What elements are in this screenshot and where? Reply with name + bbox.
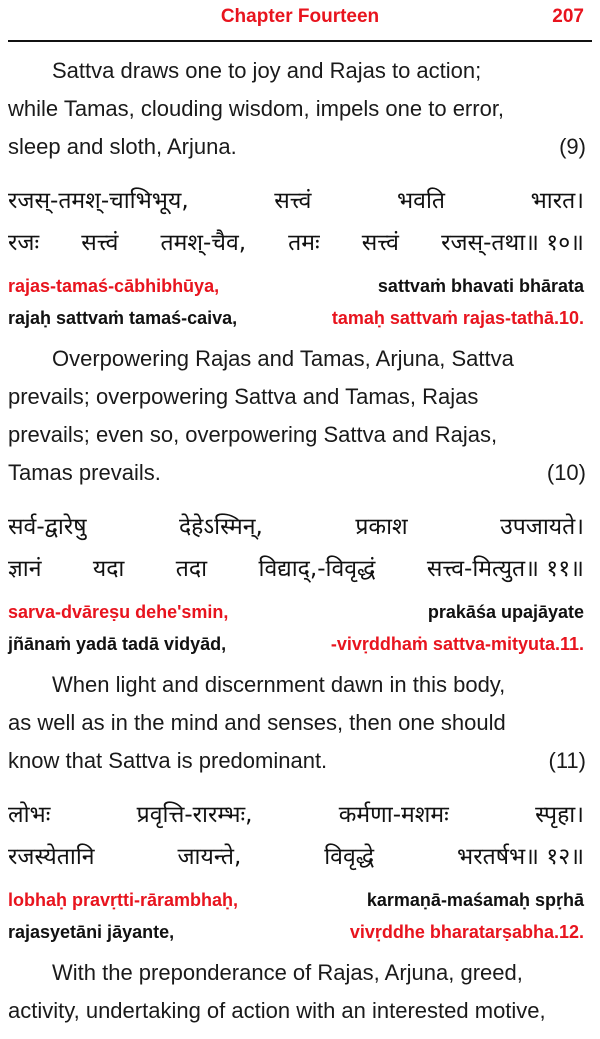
translit-line: rajaḥ sattvaṁ tamaś-caiva, tamaḥ sattvaṁ rajas-tathā.10. [8, 308, 584, 328]
translit-line: jñānaṁ yadā tadā vidyād, -vivṛddhaṁ sattva-mityuta.11. [8, 634, 584, 654]
prose-line: while Tamas, clouding wisdom, impels one to error, [8, 96, 505, 121]
verse-12-translation [0, 954, 600, 1030]
sanskrit-line: लोभः प्रवृत्ति-रारम्भः, कर्मणा-मशमः स्पृहा। [8, 802, 584, 828]
verse-12-transliteration [0, 884, 600, 948]
sanskrit-line: रजस्येतानि जायन्ते, विवृद्धे भरतर्षभ॥ १२॥ [8, 844, 584, 870]
prose-line: Overpowering Rajas and Tamas, Arjuna, Sattva [52, 346, 514, 371]
page-number: 207 [552, 6, 584, 27]
verse-number: (10) [546, 460, 586, 485]
prose-line: When light and discernment dawn in this body, [52, 672, 506, 697]
prose-line: prevails; even so, overpowering Sattva and Rajas, [8, 422, 498, 447]
verse-10-transliteration [0, 270, 600, 334]
prose-line: activity, undertaking of action with an interested motive, [8, 998, 546, 1023]
verse-11-transliteration [0, 596, 600, 660]
header-rule [8, 40, 592, 42]
page-content [0, 52, 600, 1030]
verse-number: (11) [548, 748, 586, 773]
sanskrit-line: रजः सत्त्वं तमश्-चैव, तमः सत्त्वं रजस्-तथा॥ १०॥ [8, 230, 584, 256]
prose-line: Sattva draws one to joy and Rajas to action; [52, 58, 482, 83]
verse-10-sanskrit [0, 180, 600, 264]
translit-line: rajasyetāni jāyante, vivṛddhe bharatarṣabha.12. [8, 922, 584, 942]
verse-number: (9) [559, 134, 586, 159]
translit-line: lobhaḥ pravṛtti-rārambhaḥ, karmaṇā-maśamaḥ spṛhā [8, 890, 584, 910]
prose-line: as well as in the mind and senses, then one should [8, 710, 506, 735]
prose-line: Tamas prevails. (10) [8, 454, 586, 492]
translit-line: sarva-dvāreṣu dehe'smin, prakāśa upajāyate [8, 602, 584, 622]
verse-12-sanskrit [0, 794, 600, 878]
prose-line: prevails; overpowering Sattva and Tamas, Rajas [8, 384, 479, 409]
translit-line: rajas-tamaś-cābhibhūya, sattvaṁ bhavati bhārata [8, 276, 584, 296]
prose-line: sleep and sloth, Arjuna. (9) [8, 128, 586, 166]
sanskrit-line: ज्ञानं यदा तदा विद्याद्,-विवृद्धं सत्त्व-मित्युत॥ ११॥ [8, 556, 584, 582]
sanskrit-line: रजस्-तमश्-चाभिभूय, सत्त्वं भवति भारत। [8, 188, 584, 214]
prose-line: With the preponderance of Rajas, Arjuna, greed, [52, 960, 523, 985]
prose-line: know that Sattva is predominant. (11) [8, 742, 586, 780]
chapter-title: Chapter Fourteen [220, 6, 380, 27]
verse-10-translation [0, 340, 600, 492]
verse-11-sanskrit [0, 506, 600, 590]
verse-11-translation [0, 666, 600, 780]
page-header [0, 0, 600, 40]
verse-9-translation [0, 52, 600, 166]
sanskrit-line: सर्व-द्वारेषु देहेऽस्मिन्, प्रकाश उपजायते। [8, 514, 584, 540]
